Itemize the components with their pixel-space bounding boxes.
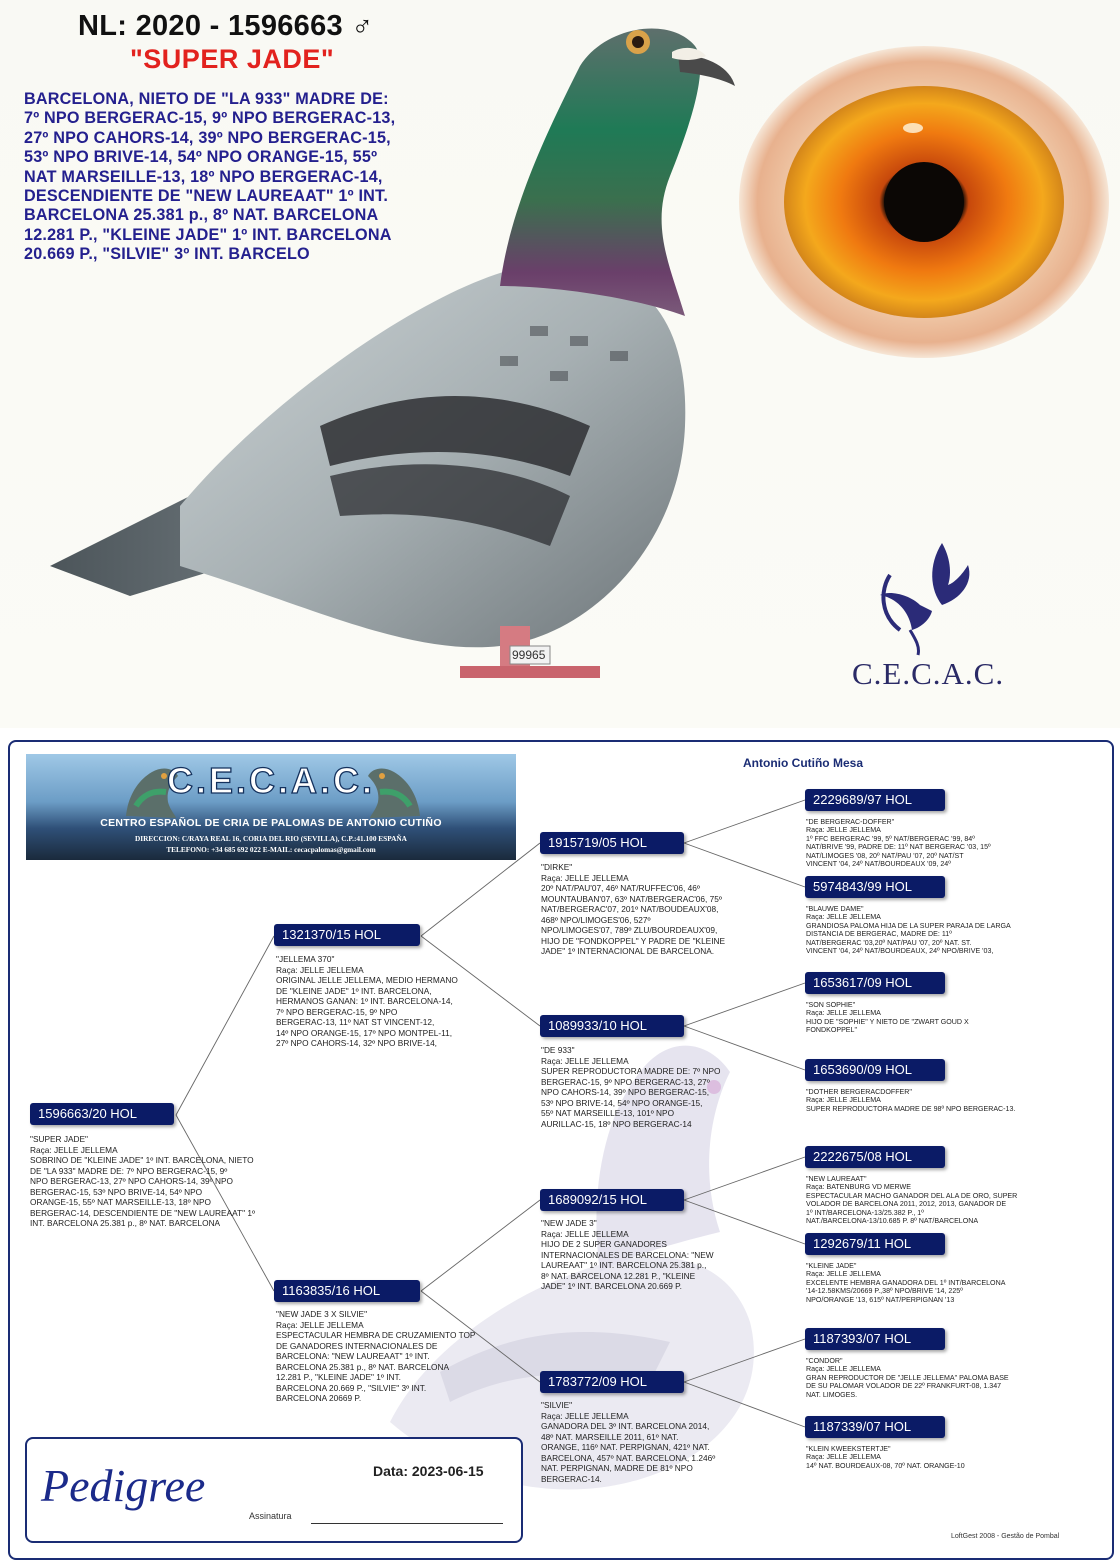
hero-description-line: 20.669 P., "SILVIE" 3º INT. BARCELO bbox=[24, 245, 310, 264]
pedigree-info-line: Raça: JELLE JELLEMA bbox=[806, 826, 881, 835]
footer-credit: LoftGest 2008 - Gestão de Pombal bbox=[951, 1533, 1060, 1540]
ggp-fff-info bbox=[806, 818, 991, 868]
pedigree-info-line: NAT/BERGERAC '03,20º NAT/PAU '07, 20º NAT. ST. bbox=[806, 938, 972, 947]
maternal-grandmother-ring[interactable]: 1783772/09 HOL bbox=[540, 1371, 684, 1393]
ggp-fmf-ring[interactable]: 1653617/09 HOL bbox=[805, 972, 945, 994]
ggp-fff-ring[interactable]: 2229689/97 HOL bbox=[805, 789, 945, 811]
ggp-mfm-ring[interactable]: 1292679/11 HOL bbox=[805, 1233, 945, 1255]
cecac-logo-text: C.E.C.A.C. bbox=[852, 656, 1005, 691]
banner-title: C.E.C.A.C. bbox=[166, 760, 375, 801]
pedigree-script-title: Pedigree bbox=[41, 1460, 206, 1511]
pedigree-info-line: 1º INT/BARCELONA-13/25.382 P., 1º bbox=[806, 1208, 924, 1217]
pedigree-info-line: GRANDIOSA PALOMA HIJA DE LA SUPER PARAJA DE LARGA bbox=[806, 921, 1011, 930]
pedigree-info-line: HERMANOS GANAN: 1º INT. BARCELONA-14, bbox=[276, 996, 453, 1006]
hero-description-line: BARCELONA, NIETO DE "LA 933" MADRE DE: bbox=[24, 90, 389, 108]
pedigree-info-line: "NEW LAUREAAT" bbox=[806, 1175, 867, 1183]
paternal-grandfather-ring[interactable]: 1915719/05 HOL bbox=[540, 832, 684, 854]
pedigree-info-line: Raça: JELLE JELLEMA bbox=[541, 1055, 629, 1066]
ggp-ffm-info bbox=[806, 905, 1011, 955]
pedigree-info-line: Raça: JELLE JELLEMA bbox=[541, 872, 629, 883]
hero-description bbox=[24, 90, 524, 265]
banner-address: DIRECCION: C/RAYA REAL 16, CORIA DEL RIO (SEVILLA), C.P.:41.100 ESPAÑA bbox=[135, 834, 407, 843]
leg-ring-text: 99965 bbox=[512, 648, 546, 662]
pedigree-info-line: BERGERAC-14, DESCENDIENTE DE "NEW LAUREAAT" 1º bbox=[30, 1207, 255, 1218]
pedigree-info-line: Raça: JELLE JELLEMA bbox=[541, 1228, 629, 1239]
pedigree-info-line: HIJO DE "SOPHIE" Y NIETO DE "ZWART GOUD X bbox=[806, 1017, 969, 1026]
pedigree-info-line: 20º NAT/PAU'07, 46º NAT/RUFFEC'06, 46º bbox=[541, 883, 700, 893]
pedigree-info-line: BARCELONA: "NEW LAUREAAT" 1º INT. bbox=[276, 1351, 430, 1361]
pedigree-info-line: NPO CAHORS-14, 39º NPO BERGERAC-15, bbox=[541, 1087, 710, 1097]
pedigree-info-line: VINCENT '04, 24º NAT/BOURDEAUX, 24º NPO/BRIVE '03, bbox=[806, 947, 994, 956]
maternal-grandfather-ring[interactable]: 1689092/15 HOL bbox=[540, 1189, 684, 1211]
ggp-fmm-info bbox=[806, 1088, 1015, 1113]
pedigree-info-line: 8º NAT. BARCELONA 12.281 P., "KLEINE bbox=[541, 1270, 696, 1281]
pedigree-info-line: ORANGE, 116º NAT. PERPIGNAN, 421º NAT. bbox=[541, 1442, 710, 1452]
hero-description-line: DESCENDIENTE DE "NEW LAUREAAT" 1º INT. bbox=[24, 187, 389, 206]
pedigree-info-line: JADE" 1º INTERNACIONAL DE BARCELONA. bbox=[541, 946, 715, 956]
maternal-grandmother-info bbox=[541, 1400, 715, 1484]
pedigree-info-line: BERGERAC-15, 9º NPO BERGERAC-13, 27º bbox=[541, 1076, 710, 1087]
pedigree-info-line: NPO/ORANGE '13, 615º NAT/PERPIGNAN '13 bbox=[806, 1295, 955, 1304]
pedigree-info-line: Raça: JELLE JELLEMA bbox=[806, 913, 881, 922]
pedigree-info-line: BERGERAC-13, 11º NAT ST VINCENT-12, bbox=[276, 1017, 435, 1027]
pedigree-info-line: "SON SOPHIE" bbox=[806, 1001, 856, 1009]
pedigree-info-line: SOBRINO DE "KLEINE JADE" 1º INT. BARCELONA, NIETO bbox=[30, 1155, 254, 1165]
bird-name: "SUPER JADE" bbox=[130, 44, 335, 74]
pedigree-info-line: 468º NPO/LIMOGES'06, 527º bbox=[541, 914, 651, 925]
ggp-mff-info bbox=[806, 1175, 1017, 1225]
pedigree-chart bbox=[8, 740, 1114, 1560]
paternal-grandmother-ring[interactable]: 1089933/10 HOL bbox=[540, 1015, 684, 1037]
pedigree-info-line: 14º NAT. BOURDEAUX-08, 70º NAT. ORANGE-10 bbox=[806, 1461, 965, 1470]
pedigree-info-line: SUPER REPRODUCTORA MADRE DE 98º NPO BERGERAC-13. bbox=[806, 1104, 1016, 1113]
pedigree-info-line: "KLEIN KWEEKSTERTJE" bbox=[806, 1445, 891, 1453]
pedigree-info-line: BARCELONA 25.381 p., 8º NAT. BARCELONA bbox=[276, 1361, 450, 1372]
pedigree-info-line: Raça: JELLE JELLEMA bbox=[806, 1096, 881, 1105]
pedigree-info-line: Raça: JELLE JELLEMA bbox=[806, 1270, 881, 1279]
pedigree-info-line: NPO BERGERAC-13, 27º NPO CAHORS-14, 39º NPO bbox=[30, 1176, 233, 1186]
ggp-mmf-ring[interactable]: 1187393/07 HOL bbox=[805, 1328, 945, 1350]
pedigree-info-line: Raça: JELLE JELLEMA bbox=[806, 1009, 881, 1018]
maternal-grandfather-info bbox=[541, 1218, 714, 1292]
pedigree-info-line: 1º FFC BERGERAC '99, 5º NAT/BERGERAC '99, 84º bbox=[806, 834, 975, 843]
pedigree-info-line: DE SU PALOMAR VOLADOR DE 22º FRANKFURT-08, 1.347 bbox=[806, 1382, 1002, 1391]
ggp-fmm-ring[interactable]: 1653690/09 HOL bbox=[805, 1059, 945, 1081]
mother-info bbox=[276, 1309, 475, 1404]
pedigree-info-line: DE "LA 933" MADRE DE: 7º NPO BERGERAC-15, 9º bbox=[30, 1165, 228, 1176]
pedigree-info-line: GRAN REPRODUCTOR DE "JELLE JELLEMA" PALOMA BASE bbox=[806, 1373, 1009, 1382]
signature-box bbox=[25, 1437, 523, 1543]
pedigree-info-line: "CONDOR" bbox=[806, 1357, 843, 1365]
pedigree-info-line: MOUNTAUBAN'07, 63º NAT/BERGERAC'06, 75º bbox=[541, 893, 722, 904]
pedigree-info-line: HIJO DE "FONDKOPPEL" Y PADRE DE "KLEINE bbox=[541, 935, 726, 946]
pedigree-info-line: "NEW JADE 3 X SILVIE" bbox=[276, 1309, 368, 1319]
hero-description-line: 7º NPO BERGERAC-15, 9º NPO BERGERAC-13, bbox=[24, 109, 396, 128]
pedigree-info-line: VOLADOR DE BARCELONA 2011, 2012, 2013, GANADOR DE bbox=[806, 1200, 1007, 1209]
pedigree-info-line: "SILVIE" bbox=[541, 1400, 573, 1410]
pedigree-info-line: "DE 933" bbox=[541, 1045, 575, 1055]
pedigree-info-line: Raça: JELLE JELLEMA bbox=[541, 1410, 629, 1421]
pedigree-info-line: NAT/LIMOGES '08, 20º NAT/PAU '07, 20º NAT/ST bbox=[806, 851, 964, 860]
pedigree-info-line: BERGERAC-15, 53º NPO BRIVE-14, 54º NPO bbox=[30, 1186, 203, 1197]
pedigree-info-line: ORIGINAL JELLE JELLEMA, MEDIO HERMANO bbox=[276, 975, 458, 985]
pedigree-info-line: AURILLAC-15, 18º NPO BERGERAC-14 bbox=[541, 1118, 692, 1129]
pedigree-info-line: EXCELENTE HEMBRA GANADORA DEL 1º INT/BARCELONA bbox=[806, 1278, 1006, 1287]
ggp-ffm-ring[interactable]: 5974843/99 HOL bbox=[805, 876, 945, 898]
pedigree-info-line: NAT/BRIVE '99, PADRE DE: 11º NAT BERGERAC '03, 15º bbox=[806, 843, 991, 852]
pedigree-info-line: "DE BERGERAC-DOFFER" bbox=[806, 818, 895, 826]
pedigree-info-line: "SUPER JADE" bbox=[30, 1134, 88, 1144]
pedigree-info-line: VINCENT '04, 24º NAT/BOURDEAUX '09, 24º bbox=[806, 860, 951, 869]
ring-title: NL: 2020 - 1596663 ♂ bbox=[78, 10, 374, 42]
pedigree-info-line: NAT. PERPIGNAN, MADRE DE 81º NPO bbox=[541, 1463, 693, 1473]
pedigree-info-line: '14-12.58KMS/20669 P.,38º NPO/BRIVE '14, 225º bbox=[806, 1287, 963, 1296]
pedigree-info-line: DISTANCIA DE BERGERAC, MADRE DE: 11º bbox=[806, 930, 952, 939]
ggp-mff-ring[interactable]: 2222675/08 HOL bbox=[805, 1146, 945, 1168]
pedigree-info-line: NAT. LIMOGES. bbox=[806, 1390, 858, 1399]
pedigree-info-line: Raça: JELLE JELLEMA bbox=[30, 1144, 118, 1155]
pedigree-info-line: NAT/BERGERAC'07, 201º NAT/BOUDEAUX'08, bbox=[541, 904, 719, 914]
hero-description-line: 12.281 P., "KLEINE JADE" 1º INT. BARCELONA bbox=[24, 225, 392, 244]
pedigree-info-line: BARCELONA 20.669 P., "SILVIE" 3º INT. bbox=[276, 1382, 427, 1393]
pedigree-info-line: SUPER REPRODUCTORA MADRE DE: 7º NPO bbox=[541, 1066, 721, 1076]
signature-line[interactable] bbox=[311, 1523, 503, 1524]
pedigree-info-line: 55º NAT MARSEILLE-13, 101º NPO bbox=[541, 1108, 675, 1118]
hero-section bbox=[0, 0, 1120, 728]
ggp-mfm-info bbox=[806, 1262, 1005, 1304]
mother-ring[interactable]: 1163835/16 HOL bbox=[274, 1280, 420, 1302]
pedigree-info-line: BARCELONA 20669 P. bbox=[276, 1393, 362, 1403]
pedigree-info-line: "KLEINE JADE" bbox=[806, 1262, 857, 1270]
pedigree-info-line: BARCELONA, 457º NAT. BARCELONA, 1.246º bbox=[541, 1452, 716, 1463]
ggp-mmm-info bbox=[806, 1445, 965, 1470]
subject-ring[interactable]: 1596663/20 HOL bbox=[30, 1103, 174, 1125]
pedigree-info-line: Raça: JELLE JELLEMA bbox=[806, 1453, 881, 1462]
ggp-mmf-info bbox=[806, 1357, 1009, 1399]
pedigree-info-line: ORANGE-15, 55º NAT MARSEILLE-13, 18º NPO bbox=[30, 1197, 211, 1207]
pedigree-info-line: 53º NPO BRIVE-14, 54º NPO ORANGE-15, bbox=[541, 1097, 703, 1108]
pedigree-info-line: "BLAUWE DAME" bbox=[806, 905, 864, 913]
pedigree-info-line: INT. BARCELONA 25.381 p., 8º NAT. BARCELONA bbox=[30, 1218, 221, 1228]
pedigree-info-line: NAT./BARCELONA-13/10.685 P. 8º NAT/BARCELONA bbox=[806, 1217, 979, 1226]
pedigree-info-line: ESPECTACULAR HEMBRA DE CRUZAMIENTO TOP bbox=[276, 1330, 476, 1340]
ggp-mmm-ring[interactable]: 1187339/07 HOL bbox=[805, 1416, 945, 1438]
pedigree-info-line: "DIRKE" bbox=[541, 862, 573, 872]
breeder-name: Antonio Cutiño Mesa bbox=[743, 756, 863, 770]
pedigree-info-line: DE "KLEINE JADE" 1º INT. BARCELONA, bbox=[276, 985, 432, 996]
pedigree-info-line: 48º NAT. MARSEILLE 2011, 61º NAT. bbox=[541, 1431, 679, 1442]
pedigree-info-line: 7º NPO BERGERAC-15, 9º NPO bbox=[276, 1006, 398, 1017]
pedigree-info-line: GANADORA DEL 3º INT. BARCELONA 2014, bbox=[541, 1421, 710, 1431]
hero-description-line: BARCELONA 25.381 p., 8º NAT. BARCELONA bbox=[24, 206, 379, 225]
pedigree-info-line: ESPECTACULAR MACHO GANADOR DEL ALA DE ORO, SUPER bbox=[806, 1191, 1018, 1200]
pedigree-info-line: FONDKOPPEL" bbox=[806, 1026, 858, 1035]
eye-photo bbox=[738, 44, 1110, 360]
pedigree-info-line: HIJO DE 2 SUPER GANADORES bbox=[541, 1239, 667, 1249]
paternal-grandfather-info bbox=[541, 862, 725, 957]
ggp-fmf-info bbox=[806, 1001, 969, 1035]
banner-subtitle: CENTRO ESPAÑOL DE CRIA DE PALOMAS DE ANTONIO CUTIÑO bbox=[100, 817, 442, 829]
date-label: Data: 2023-06-15 bbox=[373, 1463, 484, 1479]
pedigree-info-line: Raça: BATENBURG VD MERWE bbox=[806, 1183, 911, 1192]
pedigree-info-line: 14º NPO ORANGE-15, 17º NPO MONTPEL-11, bbox=[276, 1027, 453, 1038]
pedigree-info-line: 27º NPO CAHORS-14, 32º NPO BRIVE-14, bbox=[276, 1038, 437, 1048]
subject-info bbox=[30, 1134, 255, 1229]
father-ring[interactable]: 1321370/15 HOL bbox=[274, 924, 420, 946]
hero-description-line: 53º NPO BRIVE-14, 54º NPO ORANGE-15, 55º bbox=[24, 148, 378, 167]
pedigree-info-line: "JELLEMA 370" bbox=[276, 954, 335, 964]
pedigree-info-line: JADE" 1º INT. BARCELONA 20.669 P. bbox=[541, 1281, 682, 1291]
pedigree-info-line: LAUREAAT" 1º INT. BARCELONA 25.381 p., bbox=[541, 1260, 707, 1270]
banner-phone: TELEFONO: +34 685 692 022 E-MAIL: cecacpalomas@gmail.com bbox=[166, 845, 376, 854]
hero-description-line: NAT MARSEILLE-13, 18º NPO BERGERAC-14, bbox=[24, 167, 383, 186]
pedigree-info-line: NPO/LIMOGES'07, 789º ZLU/BOURDEAUX'09, bbox=[541, 925, 718, 935]
pedigree-info-line: Raça: JELLE JELLEMA bbox=[806, 1365, 881, 1374]
pedigree-info-line: 12.281 P., "KLEINE JADE" 1º INT. bbox=[276, 1372, 401, 1382]
father-info bbox=[276, 954, 458, 1049]
pedigree-info-line: Raça: JELLE JELLEMA bbox=[276, 1319, 364, 1330]
pedigree-info-line: "NEW JADE 3" bbox=[541, 1218, 597, 1228]
hero-description-line: 27º NPO CAHORS-14, 39º NPO BERGERAC-15, bbox=[24, 128, 391, 147]
signature-label: Assinatura bbox=[249, 1511, 292, 1521]
pedigree-info-line: INTERNACIONALES DE BARCELONA: "NEW bbox=[541, 1249, 714, 1260]
pedigree-info-line: DE GANADORES INTERNACIONALES DE bbox=[276, 1340, 438, 1351]
paternal-grandmother-info bbox=[541, 1045, 720, 1129]
pedigree-info-line: Raça: JELLE JELLEMA bbox=[276, 964, 364, 975]
pedigree-info-line: BERGERAC-14. bbox=[541, 1473, 602, 1484]
pedigree-info-line: "DOTHER BERGERACDOFFER" bbox=[806, 1088, 912, 1096]
